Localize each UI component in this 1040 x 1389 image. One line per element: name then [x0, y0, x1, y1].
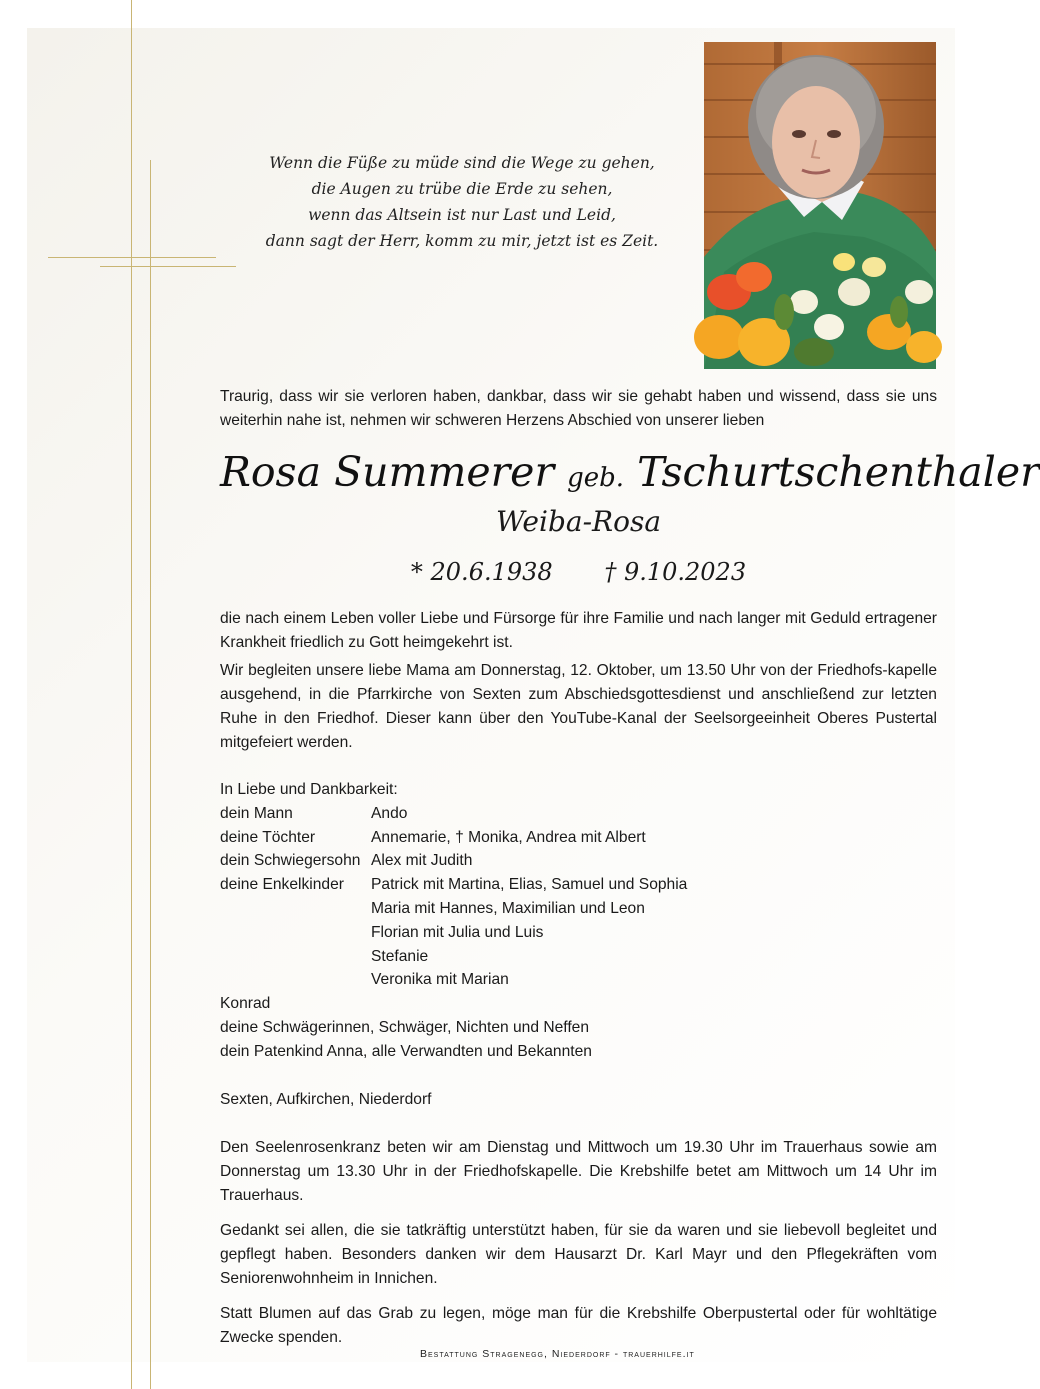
family-row	[220, 849, 687, 873]
thanks-text: Gedankt sei allen, die sie tatkräftig unterstützt haben, für sie da waren und sie liebevoll begleitet und gepflegt haben. Besonders danken wir dem Hausarzt Dr. Karl Mayr und den Pflegekräften vom Seniorenwohnheim in Innichen.	[220, 1222, 937, 1287]
family-names: Alex mit Judith	[371, 852, 473, 870]
death-date: † 9.10.2023	[604, 558, 747, 586]
flowers-text: Statt Blumen auf das Grab zu legen, möge man für die Krebshilfe Oberpustertal oder für wohltätige Zwecke spenden.	[220, 1305, 937, 1346]
poem-line: wenn das Altsein ist nur Last und Leid,	[308, 206, 616, 224]
geb-label: geb.	[567, 463, 625, 493]
family-relation	[220, 921, 371, 945]
poem-line: dann sagt der Herr, komm zu mir, jetzt ist es Zeit.	[265, 232, 659, 250]
family-extra: dein Patenkind Anna, alle Verwandten und Bekannten	[220, 1042, 592, 1060]
deceased-first-name: Rosa Summerer	[220, 448, 555, 496]
family-relation: deine Enkelkinder	[220, 876, 344, 894]
family-row	[220, 921, 687, 945]
family-names: Patrick mit Martina, Elias, Samuel und Sophia	[371, 876, 688, 894]
family-row	[220, 873, 687, 897]
family-names: Stefanie	[371, 947, 429, 965]
intro-text: Traurig, dass wir sie verloren haben, dankbar, dass wir sie gehabt haben und wissend, dass sie uns weiterhin nahe ist, nehmen wir schweren Herzens Abschied von unserer lieben	[220, 388, 937, 429]
poem	[262, 150, 662, 254]
body-text-1: die nach einem Leben voller Liebe und Fürsorge für ihre Familie und nach langer mit Geduld ertragener Krankheit friedlich zu Gott heimgekehrt ist.	[220, 610, 937, 651]
family-relation: deine Töchter	[220, 828, 316, 846]
places-text: Sexten, Aufkirchen, Niederdorf	[220, 1091, 432, 1108]
family-relation: dein Mann	[220, 804, 293, 822]
family-relation	[220, 945, 371, 969]
deceased-nickname: Weiba-Rosa	[495, 505, 662, 538]
family-names: Maria mit Hannes, Maximilian und Leon	[371, 899, 645, 917]
birth-date: * 20.6.1938	[410, 558, 553, 586]
poem-line: Wenn die Füße zu müde sind die Wege zu gehen,	[269, 154, 655, 172]
life-dates	[220, 557, 937, 587]
family-relation	[220, 897, 371, 921]
family-names: Ando	[371, 804, 408, 822]
family-relation: dein Schwiegersohn	[220, 852, 361, 870]
family-row	[220, 945, 687, 969]
family-row	[220, 968, 687, 992]
family-row	[220, 897, 687, 921]
poem-line: die Augen zu trübe die Erde zu sehen,	[311, 180, 613, 198]
family-extra: deine Schwägerinnen, Schwäger, Nichten und Neffen	[220, 1018, 590, 1036]
deceased-name	[220, 446, 1040, 504]
family-names: Annemarie, † Monika, Andrea mit Albert	[371, 828, 646, 846]
body-text-2: Wir begleiten unsere liebe Mama am Donnerstag, 12. Oktober, um 13.50 Uhr von der Friedhofs-kapelle ausgehend, in die Pfarrkirche von Sexten zum Abschiedsgottesdienst und anschließend zur letzten Ruhe in den Friedhof. Dieser kann über den YouTube-Kanal der Seelsorgeeinheit Oberes Pustertal mitgefeiert werden.	[220, 662, 937, 751]
family-names: Florian mit Julia und Luis	[371, 923, 544, 941]
footer-imprint: Bestattung Stragenegg, Niederdorf - trauerhilfe.it	[420, 1348, 695, 1360]
family-extra: Konrad	[220, 995, 271, 1013]
deceased-maiden-name: Tschurtschenthaler	[637, 448, 1040, 496]
family-heading: In Liebe und Dankbarkeit:	[220, 781, 398, 798]
family-relation	[220, 968, 371, 992]
rosary-text: Den Seelenrosenkranz beten wir am Dienstag und Mittwoch um 19.30 Uhr im Trauerhaus sowie am Donnerstag um 13.30 Uhr in der Friedhofskapelle. Die Krebshilfe betet am Mittwoch um 14 Uhr im Trauerhaus.	[220, 1139, 937, 1204]
family-row	[220, 802, 687, 826]
family-list	[220, 778, 687, 1064]
family-row	[220, 826, 687, 850]
family-names: Veronika mit Marian	[371, 971, 509, 989]
portrait-photo	[704, 42, 936, 369]
